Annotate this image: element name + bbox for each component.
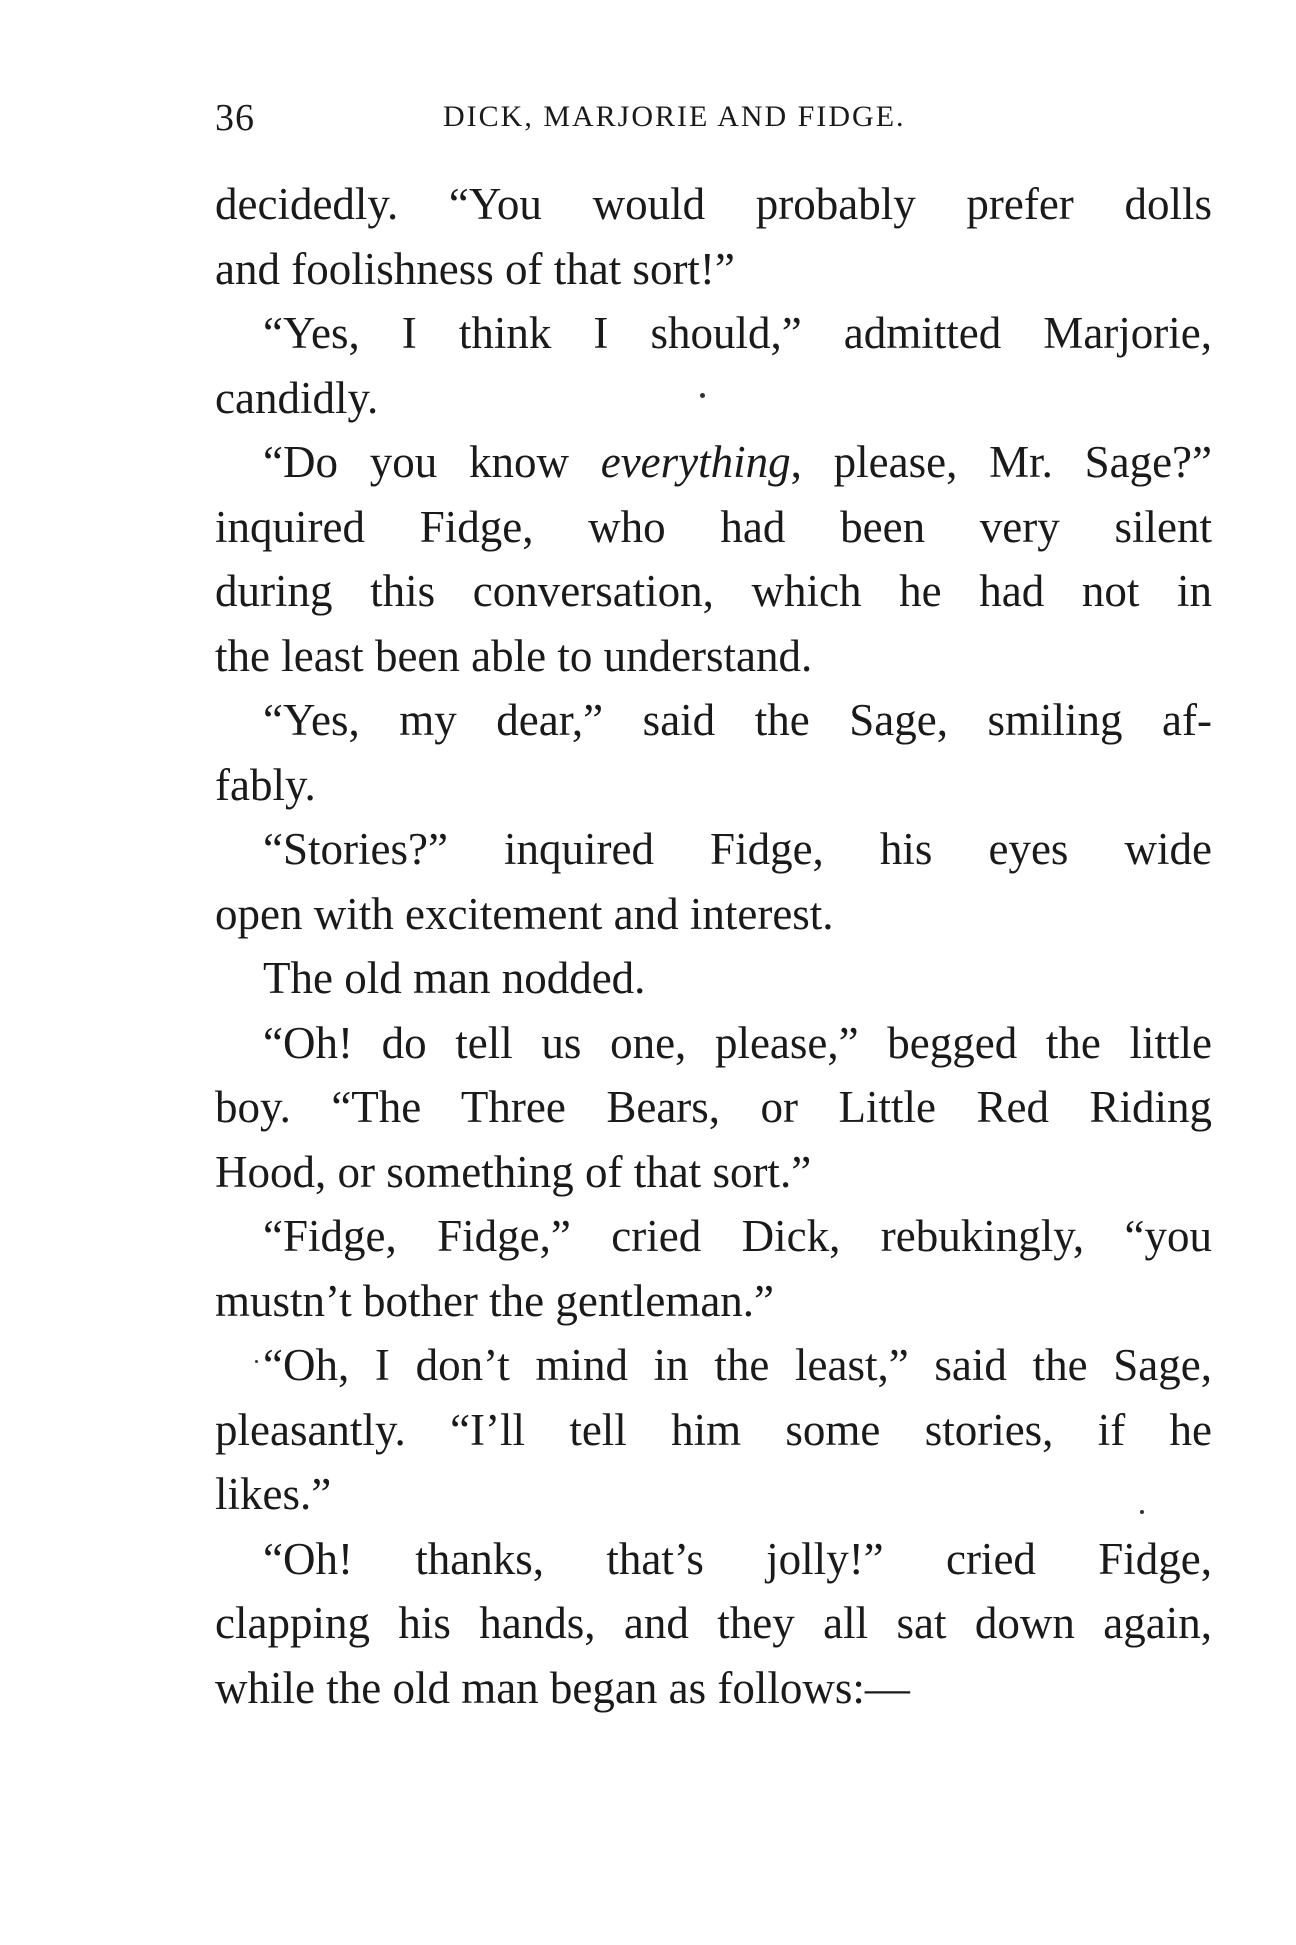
text-line: “Yes, I think I should,” admitted Marjorie, [263,308,1212,358]
text-line: “Stories?” inquired Fidge, his eyes wide [263,824,1212,874]
text-line: candidly. [215,372,379,423]
text-line: The old man nodded. [263,953,646,1003]
text-line: likes.” [215,1469,332,1519]
text-line: “Fidge, Fidge,” cried Dick, rebukingly, “you [263,1211,1212,1261]
text-line: pleasantly. “I’ll tell him some stories, if he [215,1404,1212,1455]
text-line: the least been able to understand. [215,630,813,681]
text-line: “Yes, my dear,” said the Sage, smiling af- [263,695,1212,745]
page-header [215,96,1205,146]
text-line: clapping his hands, and they all sat down again, [215,1598,1212,1648]
text-line: “Oh! thanks, that’s jolly!” cried Fidge, [263,1533,1212,1584]
text-line: boy. “The Three Bears, or Little Red Riding [215,1082,1212,1132]
text-line: while the old man began as follows:— [215,1662,910,1713]
text-line: inquired Fidge, who had been very silent [215,501,1212,552]
text-line: “Oh! do tell us one, please,” begged the little [263,1017,1212,1068]
text-line: Hood, or something of that sort.” [215,1146,812,1197]
text-line: “Oh, I don’t mind in the least,” said the Sage, [263,1340,1212,1390]
print-speck [1140,1510,1144,1514]
emphasis: everything [600,437,791,487]
text-line: and foolishness of that sort!” [215,243,735,294]
page-number: 36 [215,97,255,139]
text-line: “Do you know everything, please, Mr. Sage?” [263,437,1212,487]
text-line: open with excitement and interest. [215,888,834,939]
print-speck [255,1360,258,1363]
text-line: mustn’t bother the gentleman.” [215,1275,775,1326]
print-speck [700,393,705,398]
text-line: during this conversation, which he had not in [215,566,1212,616]
running-head: DICK, MARJORIE AND FIDGE. [443,100,906,133]
text-line: decidedly. “You would probably prefer dolls [215,179,1212,229]
body-text [215,172,1212,1720]
text-line: fably. [215,759,316,810]
